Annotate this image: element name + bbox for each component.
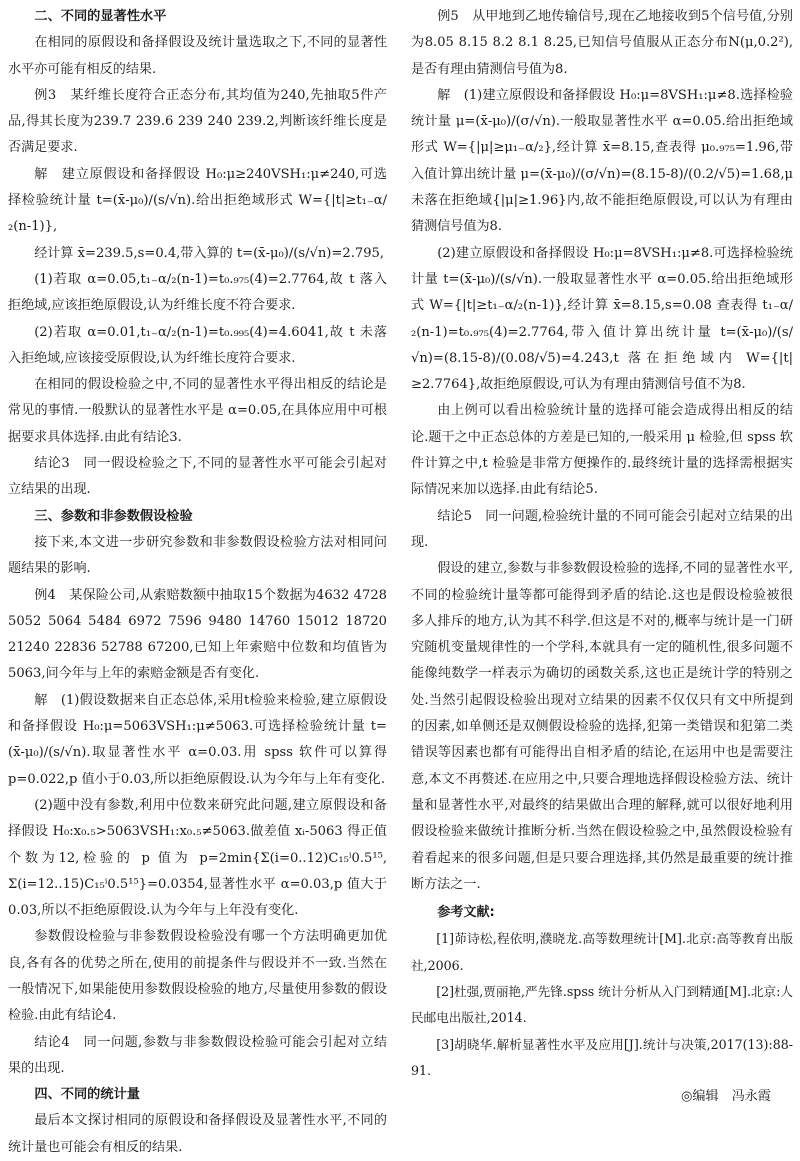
solution-5-part-2: (2)建立原假设和备择假设 H₀:μ=8VSH₁:μ≠8.可选择检验统计量 t=(x̄-μ₀)/(s/√n).一般取显著性水平 α=0.05.给出拒绝域形式 W={|t|≥t₁₋α/₂(n-1)},经计算 x̄=8.15,s=0.08 查表得 t₁₋α/₂(n-1)=t₀.₉₇₅(4)=2.7764,带入值计算出统计量 t=(x̄-μ₀)/(s/√n)=(8.15-8)/(0.08/√5)=4.243,t 落在拒绝域内 W={|t|≥2.7764},故拒绝原假设,可认为有理由猜测信号值不为8.: [411, 245, 793, 393]
reference-item: [2]杜强,贾丽艳,严先锋.spss 统计分析从入门到精通[M].北京:人民邮电出版社,2014.: [411, 983, 793, 1026]
solution-3: 解 建立原假设和备择假设 H₀:μ≥240VSH₁:μ≠240,可选择检验统计量 t=(x̄-μ₀)/(s/√n).给出拒绝域形式 W={|t|≥t₁₋α/₂(n-1)},: [8, 166, 387, 235]
section-heading-2: 二、不同的显著性水平: [34, 9, 167, 24]
paragraph: 在相同的原假设和备择假设及统计量选取之下,不同的显著性水平亦可能有相反的结果.: [8, 35, 387, 77]
example-4: 例4 某保险公司,从索赔数额中抽取15个数据为4632 4728 5052 5064 5484 6972 7596 9480 14760 15012 18720 21240 22836 52788 67200,已知上年索赔中位数和均值皆为5063,问今年与上年的索赔金额是否有变化.: [8, 587, 387, 682]
solution-4-part-2: (2)题中没有参数,利用中位数来研究此问题,建立原假设和备择假设 H₀:x₀.₅>5063VSH₁:x₀.₅≠5063.做差值 xᵢ-5063 得正值个数为12,检验的 p 值为 p=2min{Σ(i=0..12)C₁₅ⁱ0.5¹⁵, Σ(i=12..15)C₁₅ⁱ0.5¹⁵}=0.0354,显著性水平 α=0.03,p 值大于0.03,所以不拒绝原假设.认为今年与上年没有变化.: [8, 797, 387, 919]
conclusion-5: 结论5 同一问题,检验统计量的不同可能会引起对立结果的出现.: [411, 508, 793, 550]
right-column: [411, 4, 793, 1105]
solution-5-part-1: 解 (1)建立原假设和备择假设 H₀:μ=8VSH₁:μ≠8.选择检验统计量 μ=(x̄-μ₀)/(σ/√n).一般取显著性水平 α=0.05.给出拒绝域形式 W={|μ|≥μ₁₋α/₂},经计算 x̄=8.15,查表得 μ₀.₉₇₅=1.96,带入值计算出统计量 μ=(x̄-μ₀)/(σ/√n)=(8.15-8)/(0.2/√5)=1.68,μ 未落在拒绝域{|μ|≥1.96}内,故不能拒绝原假设,可以认为有理由猜测信号值为8.: [411, 87, 793, 235]
left-column: [8, 4, 387, 1155]
example-5: 例5 从甲地到乙地传输信号,现在乙地接收到5个信号值,分别为8.05 8.15 8.2 8.1 8.25,已知信号值服从正态分布N(μ,0.2²),是否有理由猜测信号值为8.: [411, 9, 793, 77]
paragraph: 最后本文探讨相同的原假设和备择假设及显著性水平,不同的统计量也可能会有相反的结果.: [8, 1113, 387, 1155]
reference-item: [1]茆诗松,程依明,濮晓龙.高等数理统计[M].北京:高等教育出版社,2006.: [411, 931, 793, 973]
editor-credit: ◎编辑 冯永霞: [681, 1089, 771, 1105]
paragraph: 接下来,本文进一步研究参数和非参数假设检验方法对相同问题结果的影响.: [8, 534, 387, 577]
paragraph: 参数假设检验与非参数假设检验没有哪一个方法明确更加优良,各有各的优势之所在,使用的前提条件与假设并不一致.当然在一般情况下,如果能使用参数假设检验的地方,尽量使用参数的假设检验.由此有结论4.: [8, 929, 387, 1024]
section-heading-3: 三、参数和非参数假设检验: [34, 508, 193, 524]
solution-4-part-1: 解 (1)假设数据来自正态总体,采用t检验来检验,建立原假设和备择假设 H₀:μ=5063VSH₁:μ≠5063.可选择检验统计量 t=(x̄-μ₀)/(s/√n).取显著性水平 α=0.03.用 spss 软件可以算得 p=0.022,p 值小于0.03,所以拒绝原假设.认为今年与上年有变化.: [8, 692, 387, 787]
paragraph: 在相同的假设检验之中,不同的显著性水平得出相反的结论是常见的事情.一般默认的显著性水平是 α=0.05,在具体应用中可根据要求具体选择.由此有结论3.: [8, 377, 387, 445]
calculation: 经计算 x̄=239.5,s=0.4,带入算的 t=(x̄-μ₀)/(s/√n)=2.795,: [34, 245, 385, 261]
paragraph: 由上例可以看出检验统计量的选择可能会造成得出相反的结论.题干之中正态总体的方差是已知的,一般采用 μ 检验,但 spss 软件计算之中,t 检验是非常方便操作的.最终统计量的选择需根据实际情况来加以选择.由此有结论5.: [411, 403, 793, 498]
example-3: 例3 某纤维长度符合正态分布,其均值为240,先抽取5件产品,得其长度为239.7 239.6 239 240 239.2,判断该纤维长度是否满足要求.: [8, 87, 387, 156]
reference-item: [3]胡晓华.解析显著性水平及应用[J].统计与决策,2017(13):88-91.: [411, 1036, 793, 1078]
conclusion-4: 结论4 同一问题,参数与非参数假设检验可能会引起对立结果的出现.: [8, 1034, 387, 1076]
references-heading: 参考文献:: [437, 905, 495, 921]
section-heading-4: 四、不同的统计量: [34, 1087, 140, 1103]
closing-paragraph: 假设的建立,参数与非参数假设检验的选择,不同的显著性水平,不同的检验统计量等都可能得到矛盾的结论.这也是假设检验被很多人排斥的地方,认为其不科学.但这是不对的,概率与统计是一门研究随机变量规律性的一个学科,本就具有一定的随机性,很多问题不能像纯数学一样表示为确切的函数关系,这也正是统计学的特别之处.当然引起假设检验出现对立结果的因素不仅仅只有文中所提到的因素,如单侧还是双侧假设检验的选择,犯第一类错误和犯第二类错误等因素也都有可能得出自相矛盾的结论,在运用中也是需要注意,本文不再赘述.在应用之中,只要合理地选择假设检验方法、统计量和显著性水平,对最终的结果做出合理的解释,就可以很好地利用假设检验来做统计推断分析.当然在假设检验之中,虽然假设检验有着看起来的很多问题,但是只要合理选择,其仍然是最重要的统计推断方法之一.: [411, 561, 793, 892]
conclusion-3: 结论3 同一假设检验之下,不同的显著性水平可能会引起对立结果的出现.: [8, 456, 387, 498]
case-2: (2)若取 α=0.01,t₁₋α/₂(n-1)=t₀.₉₉₅(4)=4.6041,故 t 未落入拒绝域,应该接受原假设,认为纤维长度符合要求.: [8, 324, 387, 366]
case-1: (1)若取 α=0.05,t₁₋α/₂(n-1)=t₀.₉₇₅(4)=2.7764,故 t 落入拒绝域,应该拒绝原假设,认为纤维长度不符合要求.: [8, 271, 387, 314]
